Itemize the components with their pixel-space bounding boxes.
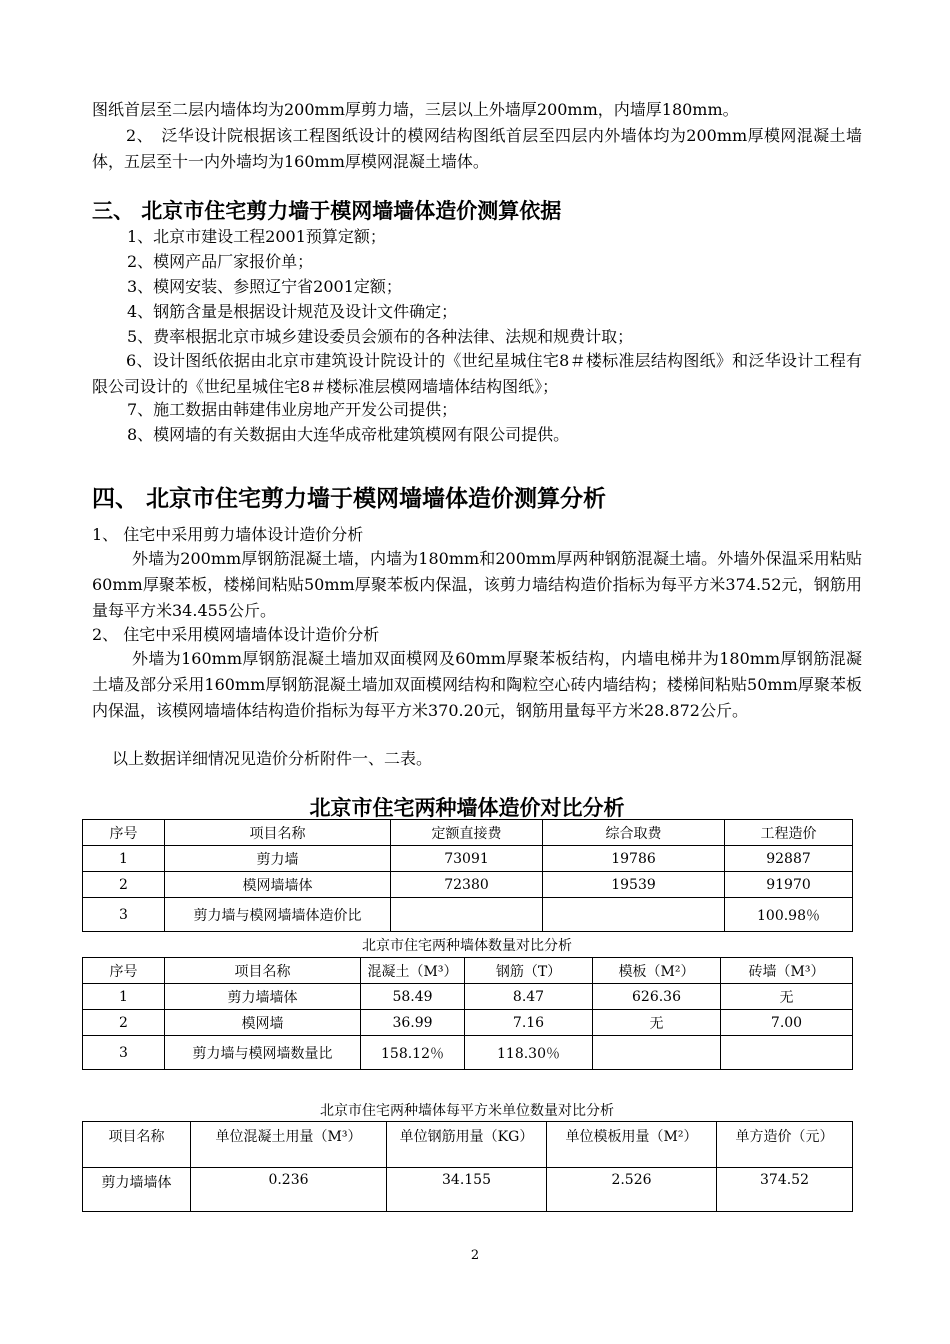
table-cell: 剪力墙与模网墙墙体造价比 [165,898,391,932]
section-4-heading: 四、 北京市住宅剪力墙于模网墙墙体造价测算分析 [92,486,607,512]
section-3-heading: 三、 北京市住宅剪力墙于模网墙墙体造价测算依据 [92,199,562,223]
table-cell: 2.526 [547,1168,717,1212]
table-cell: 73091 [391,846,543,872]
table-cell: 7.00 [721,1010,853,1036]
table-cell: 无 [721,984,853,1010]
header-cell: 混凝土（M³） [361,958,465,984]
table-2-caption: 北京市住宅两种墙体数量对比分析 [362,938,572,954]
table-cell: 剪力墙与模网墙数量比 [165,1036,361,1070]
table-cell: 剪力墙 [165,846,391,872]
table-cell: 100.98％ [725,898,853,932]
section-3-item-6: 6、设计图纸依据由北京市建筑设计院设计的《世纪星城住宅8＃楼标准层结构图纸》和泛华设计工程有限公司设计的《世纪星城住宅8＃楼标准层模网墙墙体结构图纸》； [92,351,862,396]
list-item: 2、模网产品厂家报价单； [127,252,314,271]
header-cell: 砖墙（M³） [721,958,853,984]
table-cell [593,1036,721,1070]
section-4-sub-2: 2、 住宅中采用模网墙墙体设计造价分析 [92,625,380,644]
header-cell: 综合取费 [543,820,725,846]
header-cell: 单位钢筋用量（KG） [387,1122,547,1168]
table-row [83,846,853,872]
table-cell: 1 [83,984,165,1010]
table-cell: 58.49 [361,984,465,1010]
list-item: 1、北京市建设工程2001预算定额； [127,227,386,246]
header-cell: 单方造价（元） [717,1122,853,1168]
table-cell: 剪力墙墙体 [165,984,361,1010]
table-cell: 3 [83,1036,165,1070]
section-3-list [127,224,867,349]
table-cell: 626.36 [593,984,721,1010]
header-cell: 序号 [83,820,165,846]
table-row [83,1010,853,1036]
header-cell: 单位混凝土用量（M³） [191,1122,387,1168]
section-4-para-2: 外墙为160mm厚钢筋混凝土墙加双面模网及60mm厚聚苯板结构，内墙电梯井为180mm厚钢筋混凝土墙及部分采用160mm厚钢筋混凝土墙加双面模网结构和陶粒空心砖内墙结构；楼梯间粘贴50mm厚聚苯板内保温，该模网墙墙体结构造价指标为每平方米370.20元，钢筋用量每平方米28.872公斤。 [92,649,862,720]
table-cell: 158.12％ [361,1036,465,1070]
table-cell: 374.52 [717,1168,853,1212]
section-4-note: 以上数据详细情况见造价分析附件一、二表。 [112,749,433,768]
table-row [83,872,853,898]
table-header-row [83,958,853,984]
table-header-row [83,1122,853,1168]
list-item: 7、施工数据由韩建伟业房地产开发公司提供； [127,400,458,419]
list-item: 5、费率根据北京市城乡建设委员会颁布的各种法律、法规和规费计取； [127,327,634,346]
list-item: 8、模网墙的有关数据由大连华成帝枇建筑模网有限公司提供。 [127,425,570,444]
header-cell: 项目名称 [165,820,391,846]
table-row [83,898,853,932]
header-cell: 单位模板用量（M²） [547,1122,717,1168]
section-4-sub-1: 1、 住宅中采用剪力墙体设计造价分析 [92,525,364,544]
table-cell: 36.99 [361,1010,465,1036]
table-cell [391,898,543,932]
table-cell: 19786 [543,846,725,872]
table-row [83,1168,853,1212]
list-item: 4、钢筋含量是根据设计规范及设计文件确定； [127,302,458,321]
header-cell: 项目名称 [165,958,361,984]
table-header-row [83,820,853,846]
section-4-para-1: 外墙为200mm厚钢筋混凝土墙，内墙为180mm和200mm厚两种钢筋混凝土墙。外墙外保温采用粘贴60mm厚聚苯板，楼梯间粘贴50mm厚聚苯板内保温，该剪力墙结构造价指标为每平方米374.52元，钢筋用量每平方米34.455公斤。 [92,549,862,620]
header-cell: 序号 [83,958,165,984]
table-cell: 19539 [543,872,725,898]
table-cell: 无 [593,1010,721,1036]
header-cell: 项目名称 [83,1122,191,1168]
table-1-caption: 北京市住宅两种墙体造价对比分析 [309,796,625,820]
cost-comparison-table [82,819,853,932]
table-cell: 剪力墙墙体 [83,1168,191,1212]
header-cell: 钢筋（T） [465,958,593,984]
table-cell: 8.47 [465,984,593,1010]
table-cell: 92887 [725,846,853,872]
table-cell: 2 [83,872,165,898]
table-cell: 7.16 [465,1010,593,1036]
unit-quantity-table [82,1121,853,1212]
table-cell: 118.30％ [465,1036,593,1070]
table-cell: 72380 [391,872,543,898]
table-cell: 0.236 [191,1168,387,1212]
header-cell: 模板（M²） [593,958,721,984]
list-item: 3、模网安装、参照辽宁省2001定额； [127,277,402,296]
table-cell: 1 [83,846,165,872]
table-cell: 91970 [725,872,853,898]
table-cell: 3 [83,898,165,932]
header-cell: 工程造价 [725,820,853,846]
section-3-list-tail [127,397,867,447]
table-row [83,1036,853,1070]
header-cell: 定额直接费 [391,820,543,846]
table-row [83,984,853,1010]
intro-line: 图纸首层至二层内墙体均为200mm厚剪力墙，三层以上外墙厚200mm，内墙厚180mm。 [92,100,739,119]
table-cell: 34.155 [387,1168,547,1212]
table-cell [543,898,725,932]
table-3-caption: 北京市住宅两种墙体每平方米单位数量对比分析 [320,1103,614,1119]
page-number: 2 [470,1248,480,1263]
table-cell [721,1036,853,1070]
intro-item-2: 2、 泛华设计院根据该工程图纸设计的模网结构图纸首层至四层内外墙体均为200mm厚模网混凝土墙体，五层至十一内外墙均为160mm厚模网混凝土墙体。 [92,126,862,171]
table-cell: 模网墙 [165,1010,361,1036]
table-cell: 2 [83,1010,165,1036]
quantity-comparison-table [82,957,853,1070]
table-cell: 模网墙墙体 [165,872,391,898]
